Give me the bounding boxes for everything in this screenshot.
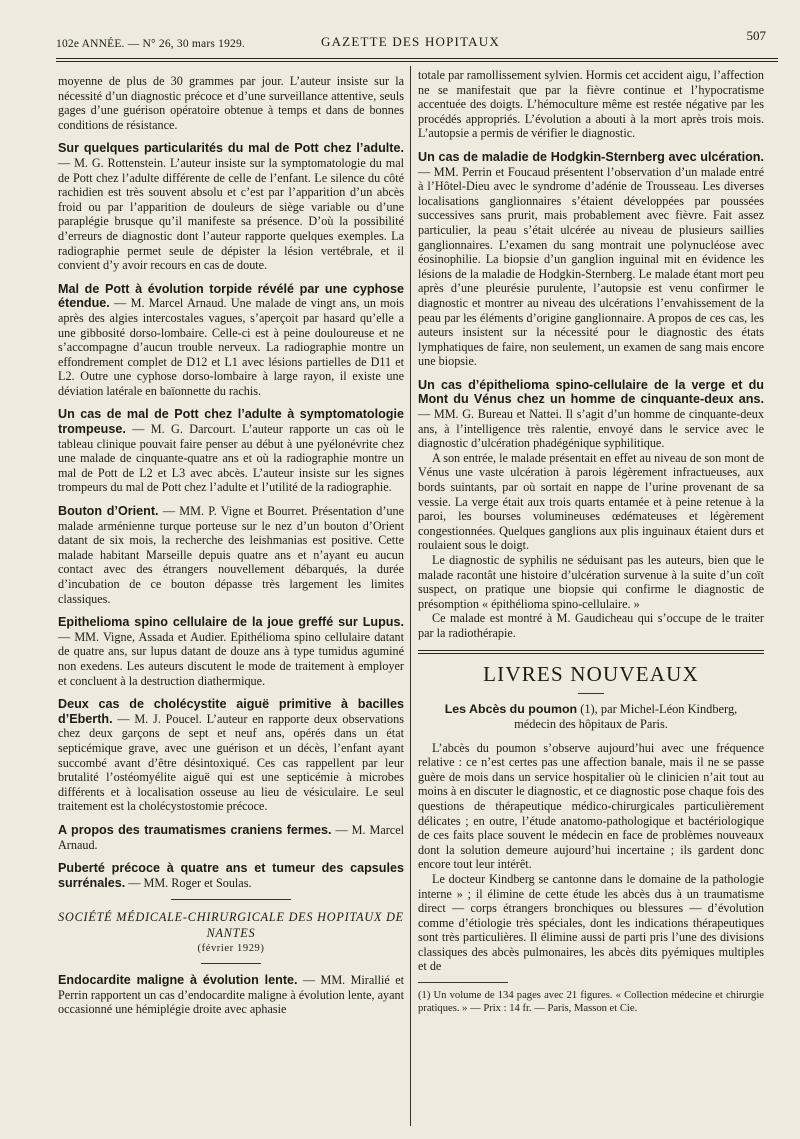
article-title: Mal de Pott à évolution torpide révélé par une cyphose étendue. bbox=[58, 281, 404, 311]
paragraph: A son entrée, le malade présentait en effet au niveau de son mont de Vénus une vaste ulcération à parois légèrement infractueuses, aux bords suintants, par où sortait en nappe de l’urine provenant de sa vessie. La verge était aux trois quarts entamée et à peine retenue à la paroi, les bourses volumineuses œdémateuses et légèrement congestionnées. Quelques ganglions aux plis inguinaux étaient durs et roulaient sous le doigt. bbox=[418, 450, 764, 553]
article-title: Endocardite maligne à évolution lente. bbox=[58, 973, 298, 988]
article-body: — M. Marcel Arnaud. bbox=[58, 822, 404, 852]
book-heading bbox=[418, 702, 764, 732]
article-title: Un cas de maladie de Hodgkin-Sternberg avec ulcération. bbox=[418, 149, 764, 164]
article bbox=[58, 697, 404, 814]
article-title: Un cas de mal de Pott chez l’adulte à symptomatologie trompeuse. bbox=[58, 407, 404, 437]
article bbox=[58, 141, 404, 272]
paragraph: Le diagnostic de syphilis ne séduisant pas les auteurs, bien que le malade racontât une histoire d’ulcération survenue à la suite d’un coït suspect, on pratique une biopsie qui confirme le diagnostic de présomption « épithélioma spino-cellulaire. » bbox=[418, 553, 764, 611]
section-divider bbox=[578, 693, 604, 694]
paragraph: Ce malade est montré à M. Gaudicheau qui s’occupe de le traiter par la radiothérapie. bbox=[418, 611, 764, 640]
article bbox=[418, 378, 764, 451]
page-header bbox=[56, 28, 778, 54]
article-body: — M. G. Darcourt. L’auteur rapporte un cas où le tableau clinique pouvait faire penser au début à une pyélonévrite chez une malade de cinquante-quatre ans et où la radiographie montre un mal de Pott de L2 et L3 avec abcès. L’auteur insiste sur les signes trompeurs du mal de Pott chez l’adulte et l’utilité de la radiographie. bbox=[58, 422, 404, 495]
article-body: — MM. G. Bureau et Nattei. Il s’agit d’un homme de cinquante-deux ans, à l’intelligence très ralentie, envoyé dans le service avec le diagnostic d’ulcération phadégénique syphilitique. bbox=[418, 407, 764, 451]
publication-title: GAZETTE DES HOPITAUX bbox=[321, 34, 500, 49]
article-title: Deux cas de cholécystite aiguë primitive à bacilles d’Eberth. bbox=[58, 697, 404, 726]
article-body: — MM. Roger et Soulas. bbox=[125, 875, 252, 890]
article bbox=[58, 823, 404, 852]
article-title: Un cas d’épithelioma spino-cellulaire de la verge et du Mont du Vénus chez un homme de cinquante-deux ans. bbox=[418, 377, 764, 407]
article bbox=[58, 615, 404, 688]
issue-info: 102e ANNÉE. — N° 26, 30 mars 1929. bbox=[56, 38, 245, 50]
article-body: — MM. Perrin et Foucaud présentent l’observation d’un malade entré à l’Hôtel-Dieu avec le syndrome d’adénie de Trousseau. Les diverses localisations ganglionnaires s’étaient développées par poussées successives sans prurit, mais probablement avec fièvre. Fait assez particulier, la peau s’était ulcérée au niveau de plusieurs saillies ganglionnaires. L’examen du sang montrait une polynucléose avec éosinophilie. La biopsie d’un ganglion inguinal mit en évidence les lésions de la maladie de Hodgkin-Sternberg. Le malade étant mort peu après d’une pleurésie purulente, l’autopsie est venu confirmer le diagnostic et montrer au niveau des ulcérations l’envahissement de la peau par les éléments d’origine ganglionnaire. A propos de ces cas, les auteurs insistent sur la nécessité pour le diagnostic des états lymphatiques de faire, non seulement, un examen de sang mais encore une biopsie. bbox=[418, 164, 764, 369]
header-rule bbox=[56, 58, 778, 59]
header-rule-2 bbox=[56, 61, 778, 62]
article-body: — M. G. Rottenstein. L’auteur insiste sur la symptomatologie du mal de Pott chez l’adulte différente de celle de l’enfant. Le silence du côté rachidien est très souvent absolu et c’est par l’apparition d’un abcès froid ou par l’apparition de douleurs de siège variable ou d’une paraplégie brusque qu’il manifeste sa présence. D’où la possibilité d’erreurs de diagnostic dont l’auteur rapporte quelques exemples. La radiographie permet seule de dépister la lésion vertébrale, et il convient d’y avoir recours en cas de doute. bbox=[58, 155, 404, 273]
article bbox=[58, 282, 404, 399]
paragraph: L’abcès du poumon s’observe aujourd’hui avec une fréquence relative : ce n’est certes pas une affection banale, mais il ne se passe guère de mois dans un service hospitalier où le clinicien n’ait tout au moins à en discuter le diagnostic, et ce diagnostic pose chaque fois des questions de thérapeutique médico-chirurgicales particulièrement délicates ; en outre, l’étude anatomo-pathologique et bactériologique de ces faits place souvent le médecin en face de problèmes nouveaux dont la solution demeure aujourd’hui incertaine ; ils gardent donc encore tout leur intérêt. bbox=[418, 740, 764, 872]
article bbox=[58, 861, 404, 890]
article-body: — MM. Mirallié et Perrin rapportent un cas d’endocardite maligne à évolution lente, ayant occasionné une hémiplégie droite avec aphasie bbox=[58, 973, 405, 1017]
footnote-rule bbox=[418, 982, 508, 983]
paragraph: totale par ramollissement sylvien. Hormis cet accident aigu, l’affection ne se manifestait que par la fièvre continue et l’hypocratisme accentuée des doigts. L’hémoculture même est restée négative par les procédés appropriés. L’évolution a abouti à la mort après trois mois. L’autopsie a permis de vérifier le diagnostic. bbox=[418, 68, 764, 141]
article bbox=[58, 407, 404, 495]
article-title: Bouton d’Orient. bbox=[58, 504, 159, 519]
society-heading: SOCIÉTÉ MÉDICALE-CHIRURGICALE DES HOPITAUX DE NANTES bbox=[58, 910, 404, 941]
page-number: 507 bbox=[746, 28, 766, 43]
section-title: LIVRES NOUVEAUX bbox=[483, 661, 699, 686]
article bbox=[418, 150, 764, 369]
article-title: Puberté précoce à quatre ans et tumeur des capsules surrénales. bbox=[58, 861, 404, 890]
column-divider bbox=[410, 66, 411, 1126]
paragraph: Le docteur Kindberg se cantonne dans le domaine de la pathologie interne » ; il élimine de cette étude les abcès dus à un traumatisme direct — corps étrangers bronchiques ou blessures — d’évolution comme d’étiologie très spéciales, dont les indications thérapeutiques sont très particulières. Il élimine aussi de parti pris l’une des divisions classiques des abcès pulmonaires, les abcès dits pyémiques multiples et de bbox=[418, 871, 764, 974]
footnote: (1) Un volume de 134 pages avec 21 figures. « Collection médecine et chirurgie pratiques. » — Prix : 14 fr. — Paris, Masson et Cie. bbox=[418, 990, 764, 1015]
right-column bbox=[418, 68, 764, 1015]
left-column bbox=[58, 74, 404, 1017]
article-title: Epithelioma spino cellulaire de la joue greffé sur Lupus. bbox=[58, 615, 404, 630]
book-author: (1), par Michel-Léon Kindberg, bbox=[577, 701, 738, 716]
article-title: Sur quelques particularités du mal de Pott chez l’adulte. bbox=[58, 141, 404, 156]
society-date: (février 1929) bbox=[197, 943, 265, 955]
article bbox=[58, 504, 404, 606]
article-body: — MM. Vigne, Assada et Audier. Epithélioma spino cellulaire datant de quatre ans, sur lupus datant de douze ans à type tumidus aguminé non exedens. Les auteurs discutent le mode de traitement à employer et concluent à la destruction diathermique. bbox=[58, 629, 404, 688]
article bbox=[58, 973, 404, 1017]
paragraph: moyenne de plus de 30 grammes par jour. L’auteur insiste sur la nécessité d’un diagnostic précoce et d’une surveillance attentive, seuls gages d’une guérison opératoire obtenue à temps et dans de bonnes conditions de résistance. bbox=[58, 74, 404, 132]
article-body: — MM. P. Vigne et Bourret. Présentation d’une malade arménienne turque porteuse sur le nez d’un bouton d’Orient datant de six mois, la recherche des leishmanias est positive. Cette malade habitant Marseille depuis quatre ans et n’ayant eu aucun contact avec des étrangers nouvellement débarqués, la durée d’incubation de ce bouton dépasse très largement les limites classiques. bbox=[58, 504, 404, 606]
article-body: — M. J. Poucel. L’auteur en rapporte deux observations chez deux garçons de sept et neuf ans, opérés dans un état septicémique grave, avec une guérison et un décès, l’enfant ayant succombé avant d’être désintoxiqué. Ces cas rappellent par leur brutalité l’ostéomyélite aiguë qui est une septicémie à microbes différents et à localisation osseuse au lieu de vésiculaire. Le seul traitement est la cholécystostomie précoce. bbox=[58, 711, 404, 814]
section-rule bbox=[418, 650, 764, 654]
book-title: Les Abcès du poumon bbox=[444, 701, 578, 716]
article-body: — M. Marcel Arnaud. Une malade de vingt ans, un mois après des algies intercostales vagues, s’aperçoit par hasard qu’elle a une gibbosité dorso-lombaire. Celle-ci est à peine douloureuse et ne s’accompagne d’aucun trouble nerveux. La radiographie montre un effondrement complet de D12 et L1 avec lésions partielles de D11 et L2. Outre une cyphose dorso-lombaire à large rayon, il existe une déviation latérale en baïonnette du rachis. bbox=[58, 296, 404, 398]
book-author-role: médecin des hôpitaux de Paris. bbox=[514, 716, 668, 731]
article-title: A propos des traumatismes craniens fermes. bbox=[58, 822, 332, 837]
